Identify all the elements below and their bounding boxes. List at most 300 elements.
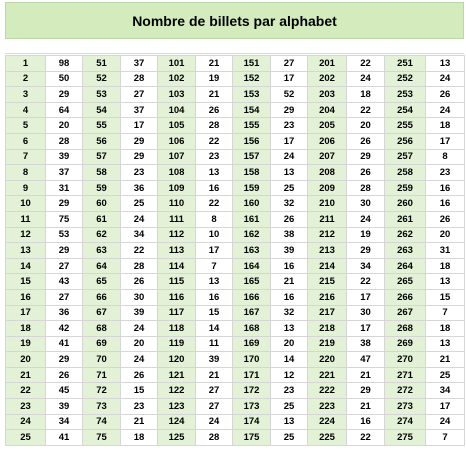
ticket-count-cell[interactable]: 22: [121, 243, 158, 259]
alphabet-index-cell[interactable]: 206: [308, 133, 347, 149]
ticket-count-cell[interactable]: 26: [46, 367, 83, 383]
ticket-count-cell[interactable]: 26: [426, 87, 465, 103]
alphabet-index-cell[interactable]: 224: [308, 414, 347, 430]
ticket-count-cell[interactable]: 24: [426, 414, 465, 430]
ticket-count-cell[interactable]: 28: [196, 118, 233, 134]
ticket-count-cell[interactable]: 22: [196, 133, 233, 149]
ticket-count-cell[interactable]: 24: [121, 321, 158, 337]
ticket-count-cell[interactable]: 36: [121, 180, 158, 196]
ticket-count-cell[interactable]: 28: [121, 71, 158, 87]
ticket-count-cell[interactable]: 23: [271, 383, 308, 399]
ticket-count-cell[interactable]: 24: [121, 352, 158, 368]
alphabet-index-cell[interactable]: 71: [83, 367, 121, 383]
alphabet-index-cell[interactable]: 218: [308, 321, 347, 337]
ticket-count-cell[interactable]: 17: [426, 399, 465, 415]
alphabet-index-cell[interactable]: 62: [83, 227, 121, 243]
ticket-count-cell[interactable]: 22: [347, 56, 385, 72]
alphabet-index-cell[interactable]: 163: [233, 243, 271, 259]
alphabet-index-cell[interactable]: 168: [233, 321, 271, 337]
ticket-count-cell[interactable]: 37: [46, 165, 83, 181]
ticket-count-cell[interactable]: 50: [46, 71, 83, 87]
ticket-count-cell[interactable]: 64: [46, 102, 83, 118]
ticket-count-cell[interactable]: 28: [121, 258, 158, 274]
ticket-count-cell[interactable]: 43: [46, 274, 83, 290]
alphabet-index-cell[interactable]: 108: [158, 165, 196, 181]
ticket-count-cell[interactable]: 14: [271, 352, 308, 368]
ticket-count-cell[interactable]: 25: [426, 367, 465, 383]
ticket-count-cell[interactable]: 26: [347, 133, 385, 149]
ticket-count-cell[interactable]: 53: [46, 227, 83, 243]
ticket-count-cell[interactable]: 41: [46, 336, 83, 352]
ticket-count-cell[interactable]: 16: [196, 180, 233, 196]
alphabet-index-cell[interactable]: 172: [233, 383, 271, 399]
alphabet-index-cell[interactable]: 217: [308, 305, 347, 321]
ticket-count-cell[interactable]: 17: [121, 118, 158, 134]
ticket-count-cell[interactable]: 36: [46, 305, 83, 321]
ticket-count-cell[interactable]: 23: [196, 149, 233, 165]
alphabet-index-cell[interactable]: 215: [308, 274, 347, 290]
alphabet-index-cell[interactable]: 273: [385, 399, 426, 415]
ticket-count-cell[interactable]: 26: [271, 211, 308, 227]
alphabet-index-cell[interactable]: 117: [158, 305, 196, 321]
ticket-count-cell[interactable]: 19: [196, 71, 233, 87]
ticket-count-cell[interactable]: 31: [426, 243, 465, 259]
ticket-count-cell[interactable]: 26: [426, 211, 465, 227]
alphabet-index-cell[interactable]: 2: [6, 71, 46, 87]
alphabet-index-cell[interactable]: 254: [385, 102, 426, 118]
ticket-count-cell[interactable]: 37: [121, 102, 158, 118]
alphabet-index-cell[interactable]: 165: [233, 274, 271, 290]
ticket-count-cell[interactable]: 8: [426, 149, 465, 165]
alphabet-index-cell[interactable]: 73: [83, 399, 121, 415]
ticket-count-cell[interactable]: 21: [196, 87, 233, 103]
alphabet-index-cell[interactable]: 72: [83, 383, 121, 399]
ticket-count-cell[interactable]: 13: [271, 321, 308, 337]
ticket-count-cell[interactable]: 8: [196, 211, 233, 227]
ticket-count-cell[interactable]: 17: [347, 321, 385, 337]
alphabet-index-cell[interactable]: 54: [83, 102, 121, 118]
ticket-count-cell[interactable]: 17: [271, 71, 308, 87]
ticket-count-cell[interactable]: 42: [46, 321, 83, 337]
alphabet-index-cell[interactable]: 255: [385, 118, 426, 134]
alphabet-index-cell[interactable]: 212: [308, 227, 347, 243]
alphabet-index-cell[interactable]: 65: [83, 274, 121, 290]
ticket-count-cell[interactable]: 41: [46, 430, 83, 446]
alphabet-index-cell[interactable]: 24: [6, 414, 46, 430]
alphabet-index-cell[interactable]: 264: [385, 258, 426, 274]
alphabet-index-cell[interactable]: 12: [6, 227, 46, 243]
alphabet-index-cell[interactable]: 207: [308, 149, 347, 165]
ticket-count-cell[interactable]: 18: [426, 321, 465, 337]
alphabet-index-cell[interactable]: 174: [233, 414, 271, 430]
ticket-count-cell[interactable]: 29: [347, 383, 385, 399]
ticket-count-cell[interactable]: 13: [196, 165, 233, 181]
ticket-count-cell[interactable]: 16: [271, 289, 308, 305]
ticket-count-cell[interactable]: 23: [271, 118, 308, 134]
ticket-count-cell[interactable]: 28: [347, 180, 385, 196]
ticket-count-cell[interactable]: 16: [196, 289, 233, 305]
ticket-count-cell[interactable]: 39: [121, 305, 158, 321]
alphabet-index-cell[interactable]: 61: [83, 211, 121, 227]
alphabet-index-cell[interactable]: 209: [308, 180, 347, 196]
alphabet-index-cell[interactable]: 104: [158, 102, 196, 118]
ticket-count-cell[interactable]: 34: [46, 414, 83, 430]
ticket-count-cell[interactable]: 24: [347, 211, 385, 227]
alphabet-index-cell[interactable]: 216: [308, 289, 347, 305]
ticket-count-cell[interactable]: 23: [121, 399, 158, 415]
ticket-count-cell[interactable]: 18: [426, 258, 465, 274]
ticket-count-cell[interactable]: 7: [196, 258, 233, 274]
ticket-count-cell[interactable]: 21: [196, 56, 233, 72]
ticket-count-cell[interactable]: 24: [426, 71, 465, 87]
alphabet-index-cell[interactable]: 256: [385, 133, 426, 149]
ticket-count-cell[interactable]: 98: [46, 56, 83, 72]
alphabet-index-cell[interactable]: 262: [385, 227, 426, 243]
ticket-count-cell[interactable]: 21: [426, 352, 465, 368]
ticket-count-cell[interactable]: 26: [121, 274, 158, 290]
alphabet-index-cell[interactable]: 107: [158, 149, 196, 165]
ticket-count-cell[interactable]: 29: [121, 149, 158, 165]
ticket-count-cell[interactable]: 11: [196, 336, 233, 352]
alphabet-index-cell[interactable]: 221: [308, 367, 347, 383]
alphabet-index-cell[interactable]: 270: [385, 352, 426, 368]
ticket-count-cell[interactable]: 13: [426, 336, 465, 352]
ticket-count-cell[interactable]: 31: [46, 180, 83, 196]
empty-row[interactable]: [5, 40, 464, 54]
alphabet-index-cell[interactable]: 59: [83, 180, 121, 196]
alphabet-index-cell[interactable]: 210: [308, 196, 347, 212]
alphabet-index-cell[interactable]: 15: [6, 274, 46, 290]
ticket-count-cell[interactable]: 30: [347, 196, 385, 212]
ticket-count-cell[interactable]: 7: [426, 430, 465, 446]
ticket-count-cell[interactable]: 52: [271, 87, 308, 103]
ticket-count-cell[interactable]: 20: [271, 336, 308, 352]
alphabet-index-cell[interactable]: 263: [385, 243, 426, 259]
alphabet-index-cell[interactable]: 252: [385, 71, 426, 87]
ticket-count-cell[interactable]: 24: [271, 149, 308, 165]
alphabet-index-cell[interactable]: 53: [83, 87, 121, 103]
alphabet-index-cell[interactable]: 275: [385, 430, 426, 446]
alphabet-index-cell[interactable]: 204: [308, 102, 347, 118]
alphabet-index-cell[interactable]: 68: [83, 321, 121, 337]
ticket-count-cell[interactable]: 47: [347, 352, 385, 368]
alphabet-index-cell[interactable]: 51: [83, 56, 121, 72]
ticket-count-cell[interactable]: 16: [426, 196, 465, 212]
ticket-count-cell[interactable]: 14: [196, 321, 233, 337]
alphabet-index-cell[interactable]: 57: [83, 149, 121, 165]
alphabet-index-cell[interactable]: 116: [158, 289, 196, 305]
ticket-count-cell[interactable]: 29: [46, 243, 83, 259]
ticket-count-cell[interactable]: 27: [196, 399, 233, 415]
ticket-count-cell[interactable]: 20: [347, 118, 385, 134]
ticket-count-cell[interactable]: 13: [271, 165, 308, 181]
alphabet-index-cell[interactable]: 152: [233, 71, 271, 87]
alphabet-index-cell[interactable]: 122: [158, 383, 196, 399]
ticket-count-cell[interactable]: 34: [347, 258, 385, 274]
alphabet-index-cell[interactable]: 167: [233, 305, 271, 321]
alphabet-index-cell[interactable]: 64: [83, 258, 121, 274]
alphabet-index-cell[interactable]: 119: [158, 336, 196, 352]
ticket-count-cell[interactable]: 21: [347, 399, 385, 415]
alphabet-index-cell[interactable]: 110: [158, 196, 196, 212]
alphabet-index-cell[interactable]: 257: [385, 149, 426, 165]
alphabet-index-cell[interactable]: 219: [308, 336, 347, 352]
ticket-count-cell[interactable]: 26: [121, 367, 158, 383]
alphabet-index-cell[interactable]: 156: [233, 133, 271, 149]
alphabet-index-cell[interactable]: 11: [6, 211, 46, 227]
alphabet-index-cell[interactable]: 8: [6, 165, 46, 181]
alphabet-index-cell[interactable]: 105: [158, 118, 196, 134]
ticket-count-cell[interactable]: 20: [121, 336, 158, 352]
alphabet-index-cell[interactable]: 260: [385, 196, 426, 212]
alphabet-index-cell[interactable]: 202: [308, 71, 347, 87]
ticket-count-cell[interactable]: 30: [121, 289, 158, 305]
ticket-count-cell[interactable]: 22: [347, 430, 385, 446]
alphabet-index-cell[interactable]: 70: [83, 352, 121, 368]
alphabet-index-cell[interactable]: 111: [158, 211, 196, 227]
alphabet-index-cell[interactable]: 201: [308, 56, 347, 72]
alphabet-index-cell[interactable]: 220: [308, 352, 347, 368]
ticket-count-cell[interactable]: 29: [271, 102, 308, 118]
alphabet-index-cell[interactable]: 271: [385, 367, 426, 383]
ticket-count-cell[interactable]: 17: [196, 243, 233, 259]
ticket-count-cell[interactable]: 21: [347, 367, 385, 383]
ticket-count-cell[interactable]: 15: [121, 383, 158, 399]
alphabet-index-cell[interactable]: 75: [83, 430, 121, 446]
alphabet-index-cell[interactable]: 214: [308, 258, 347, 274]
alphabet-index-cell[interactable]: 267: [385, 305, 426, 321]
ticket-count-cell[interactable]: 45: [46, 383, 83, 399]
alphabet-index-cell[interactable]: 268: [385, 321, 426, 337]
alphabet-index-cell[interactable]: 14: [6, 258, 46, 274]
ticket-count-cell[interactable]: 29: [121, 133, 158, 149]
ticket-count-cell[interactable]: 34: [121, 227, 158, 243]
ticket-count-cell[interactable]: 28: [196, 430, 233, 446]
alphabet-index-cell[interactable]: 101: [158, 56, 196, 72]
alphabet-index-cell[interactable]: 225: [308, 430, 347, 446]
alphabet-index-cell[interactable]: 269: [385, 336, 426, 352]
ticket-count-cell[interactable]: 12: [271, 367, 308, 383]
ticket-count-cell[interactable]: 25: [271, 430, 308, 446]
alphabet-index-cell[interactable]: 21: [6, 367, 46, 383]
alphabet-index-cell[interactable]: 158: [233, 165, 271, 181]
alphabet-index-cell[interactable]: 106: [158, 133, 196, 149]
ticket-count-cell[interactable]: 38: [347, 336, 385, 352]
alphabet-index-cell[interactable]: 266: [385, 289, 426, 305]
ticket-count-cell[interactable]: 15: [196, 305, 233, 321]
alphabet-index-cell[interactable]: 211: [308, 211, 347, 227]
alphabet-index-cell[interactable]: 102: [158, 71, 196, 87]
alphabet-index-cell[interactable]: 223: [308, 399, 347, 415]
alphabet-index-cell[interactable]: 162: [233, 227, 271, 243]
ticket-count-cell[interactable]: 21: [196, 367, 233, 383]
alphabet-index-cell[interactable]: 170: [233, 352, 271, 368]
alphabet-index-cell[interactable]: 124: [158, 414, 196, 430]
alphabet-index-cell[interactable]: 5: [6, 118, 46, 134]
alphabet-index-cell[interactable]: 118: [158, 321, 196, 337]
alphabet-index-cell[interactable]: 113: [158, 243, 196, 259]
ticket-count-cell[interactable]: 29: [46, 352, 83, 368]
alphabet-index-cell[interactable]: 17: [6, 305, 46, 321]
ticket-count-cell[interactable]: 30: [347, 305, 385, 321]
ticket-count-cell[interactable]: 13: [426, 56, 465, 72]
alphabet-index-cell[interactable]: 109: [158, 180, 196, 196]
ticket-count-cell[interactable]: 38: [271, 227, 308, 243]
ticket-count-cell[interactable]: 27: [196, 383, 233, 399]
alphabet-index-cell[interactable]: 258: [385, 165, 426, 181]
ticket-count-cell[interactable]: 29: [46, 87, 83, 103]
alphabet-index-cell[interactable]: 74: [83, 414, 121, 430]
alphabet-index-cell[interactable]: 151: [233, 56, 271, 72]
ticket-count-cell[interactable]: 16: [347, 414, 385, 430]
alphabet-index-cell[interactable]: 3: [6, 87, 46, 103]
ticket-count-cell[interactable]: 24: [426, 102, 465, 118]
ticket-count-cell[interactable]: 75: [46, 211, 83, 227]
ticket-count-cell[interactable]: 13: [271, 414, 308, 430]
ticket-count-cell[interactable]: 39: [46, 399, 83, 415]
alphabet-index-cell[interactable]: 166: [233, 289, 271, 305]
alphabet-index-cell[interactable]: 203: [308, 87, 347, 103]
alphabet-index-cell[interactable]: 7: [6, 149, 46, 165]
ticket-count-cell[interactable]: 25: [271, 399, 308, 415]
ticket-count-cell[interactable]: 25: [271, 180, 308, 196]
title-cell[interactable]: [5, 2, 464, 39]
alphabet-index-cell[interactable]: 115: [158, 274, 196, 290]
ticket-count-cell[interactable]: 28: [46, 133, 83, 149]
alphabet-index-cell[interactable]: 161: [233, 211, 271, 227]
ticket-count-cell[interactable]: 26: [196, 102, 233, 118]
alphabet-index-cell[interactable]: 1: [6, 56, 46, 72]
alphabet-index-cell[interactable]: 56: [83, 133, 121, 149]
ticket-count-cell[interactable]: 32: [271, 196, 308, 212]
alphabet-index-cell[interactable]: 222: [308, 383, 347, 399]
alphabet-index-cell[interactable]: 175: [233, 430, 271, 446]
ticket-count-cell[interactable]: 23: [121, 165, 158, 181]
alphabet-index-cell[interactable]: 253: [385, 87, 426, 103]
ticket-count-cell[interactable]: 24: [196, 414, 233, 430]
alphabet-index-cell[interactable]: 20: [6, 352, 46, 368]
ticket-count-cell[interactable]: 13: [426, 274, 465, 290]
ticket-count-cell[interactable]: 20: [46, 118, 83, 134]
ticket-count-cell[interactable]: 25: [121, 196, 158, 212]
ticket-count-cell[interactable]: 16: [271, 258, 308, 274]
alphabet-index-cell[interactable]: 121: [158, 367, 196, 383]
alphabet-index-cell[interactable]: 19: [6, 336, 46, 352]
ticket-count-cell[interactable]: 32: [271, 305, 308, 321]
alphabet-index-cell[interactable]: 10: [6, 196, 46, 212]
alphabet-index-cell[interactable]: 154: [233, 102, 271, 118]
alphabet-index-cell[interactable]: 22: [6, 383, 46, 399]
ticket-count-cell[interactable]: 10: [196, 227, 233, 243]
alphabet-index-cell[interactable]: 55: [83, 118, 121, 134]
ticket-count-cell[interactable]: 16: [426, 180, 465, 196]
alphabet-index-cell[interactable]: 265: [385, 274, 426, 290]
ticket-count-cell[interactable]: 39: [271, 243, 308, 259]
alphabet-index-cell[interactable]: 125: [158, 430, 196, 446]
ticket-count-cell[interactable]: 22: [196, 196, 233, 212]
ticket-count-cell[interactable]: 13: [196, 274, 233, 290]
ticket-count-cell[interactable]: 27: [121, 87, 158, 103]
alphabet-index-cell[interactable]: 123: [158, 399, 196, 415]
ticket-count-cell[interactable]: 27: [46, 289, 83, 305]
ticket-count-cell[interactable]: 22: [347, 274, 385, 290]
alphabet-index-cell[interactable]: 66: [83, 289, 121, 305]
alphabet-index-cell[interactable]: 114: [158, 258, 196, 274]
ticket-count-cell[interactable]: 24: [121, 211, 158, 227]
ticket-count-cell[interactable]: 29: [46, 196, 83, 212]
ticket-count-cell[interactable]: 23: [426, 165, 465, 181]
ticket-count-cell[interactable]: 27: [46, 258, 83, 274]
ticket-count-cell[interactable]: 37: [121, 56, 158, 72]
ticket-count-cell[interactable]: 26: [347, 165, 385, 181]
alphabet-index-cell[interactable]: 205: [308, 118, 347, 134]
alphabet-index-cell[interactable]: 173: [233, 399, 271, 415]
ticket-count-cell[interactable]: 39: [196, 352, 233, 368]
ticket-count-cell[interactable]: 34: [426, 383, 465, 399]
alphabet-index-cell[interactable]: 6: [6, 133, 46, 149]
alphabet-index-cell[interactable]: 103: [158, 87, 196, 103]
ticket-count-cell[interactable]: 21: [121, 414, 158, 430]
ticket-count-cell[interactable]: 18: [426, 118, 465, 134]
alphabet-index-cell[interactable]: 160: [233, 196, 271, 212]
ticket-count-cell[interactable]: 17: [347, 289, 385, 305]
ticket-count-cell[interactable]: 18: [347, 87, 385, 103]
alphabet-index-cell[interactable]: 23: [6, 399, 46, 415]
ticket-count-cell[interactable]: 22: [347, 102, 385, 118]
alphabet-index-cell[interactable]: 213: [308, 243, 347, 259]
alphabet-index-cell[interactable]: 52: [83, 71, 121, 87]
ticket-count-cell[interactable]: 20: [426, 227, 465, 243]
ticket-count-cell[interactable]: 21: [271, 274, 308, 290]
alphabet-index-cell[interactable]: 153: [233, 87, 271, 103]
ticket-count-cell[interactable]: 17: [426, 133, 465, 149]
alphabet-index-cell[interactable]: 251: [385, 56, 426, 72]
alphabet-index-cell[interactable]: 155: [233, 118, 271, 134]
alphabet-index-cell[interactable]: 4: [6, 102, 46, 118]
alphabet-index-cell[interactable]: 272: [385, 383, 426, 399]
ticket-count-cell[interactable]: 29: [347, 149, 385, 165]
alphabet-index-cell[interactable]: 16: [6, 289, 46, 305]
ticket-count-cell[interactable]: 27: [271, 56, 308, 72]
alphabet-index-cell[interactable]: 159: [233, 180, 271, 196]
alphabet-index-cell[interactable]: 259: [385, 180, 426, 196]
alphabet-index-cell[interactable]: 164: [233, 258, 271, 274]
alphabet-index-cell[interactable]: 9: [6, 180, 46, 196]
ticket-count-cell[interactable]: 15: [426, 289, 465, 305]
alphabet-index-cell[interactable]: 60: [83, 196, 121, 212]
ticket-count-cell[interactable]: 24: [347, 71, 385, 87]
alphabet-index-cell[interactable]: 69: [83, 336, 121, 352]
alphabet-index-cell[interactable]: 112: [158, 227, 196, 243]
alphabet-index-cell[interactable]: 171: [233, 367, 271, 383]
ticket-count-cell[interactable]: 7: [426, 305, 465, 321]
ticket-count-cell[interactable]: 29: [347, 243, 385, 259]
alphabet-index-cell[interactable]: 157: [233, 149, 271, 165]
alphabet-index-cell[interactable]: 25: [6, 430, 46, 446]
ticket-count-cell[interactable]: 19: [347, 227, 385, 243]
alphabet-index-cell[interactable]: 13: [6, 243, 46, 259]
ticket-count-cell[interactable]: 39: [46, 149, 83, 165]
alphabet-index-cell[interactable]: 18: [6, 321, 46, 337]
alphabet-index-cell[interactable]: 169: [233, 336, 271, 352]
alphabet-index-cell[interactable]: 120: [158, 352, 196, 368]
ticket-count-cell[interactable]: 18: [121, 430, 158, 446]
alphabet-index-cell[interactable]: 63: [83, 243, 121, 259]
alphabet-index-cell[interactable]: 208: [308, 165, 347, 181]
ticket-count-cell[interactable]: 17: [271, 133, 308, 149]
alphabet-index-cell[interactable]: 58: [83, 165, 121, 181]
alphabet-index-cell[interactable]: 67: [83, 305, 121, 321]
